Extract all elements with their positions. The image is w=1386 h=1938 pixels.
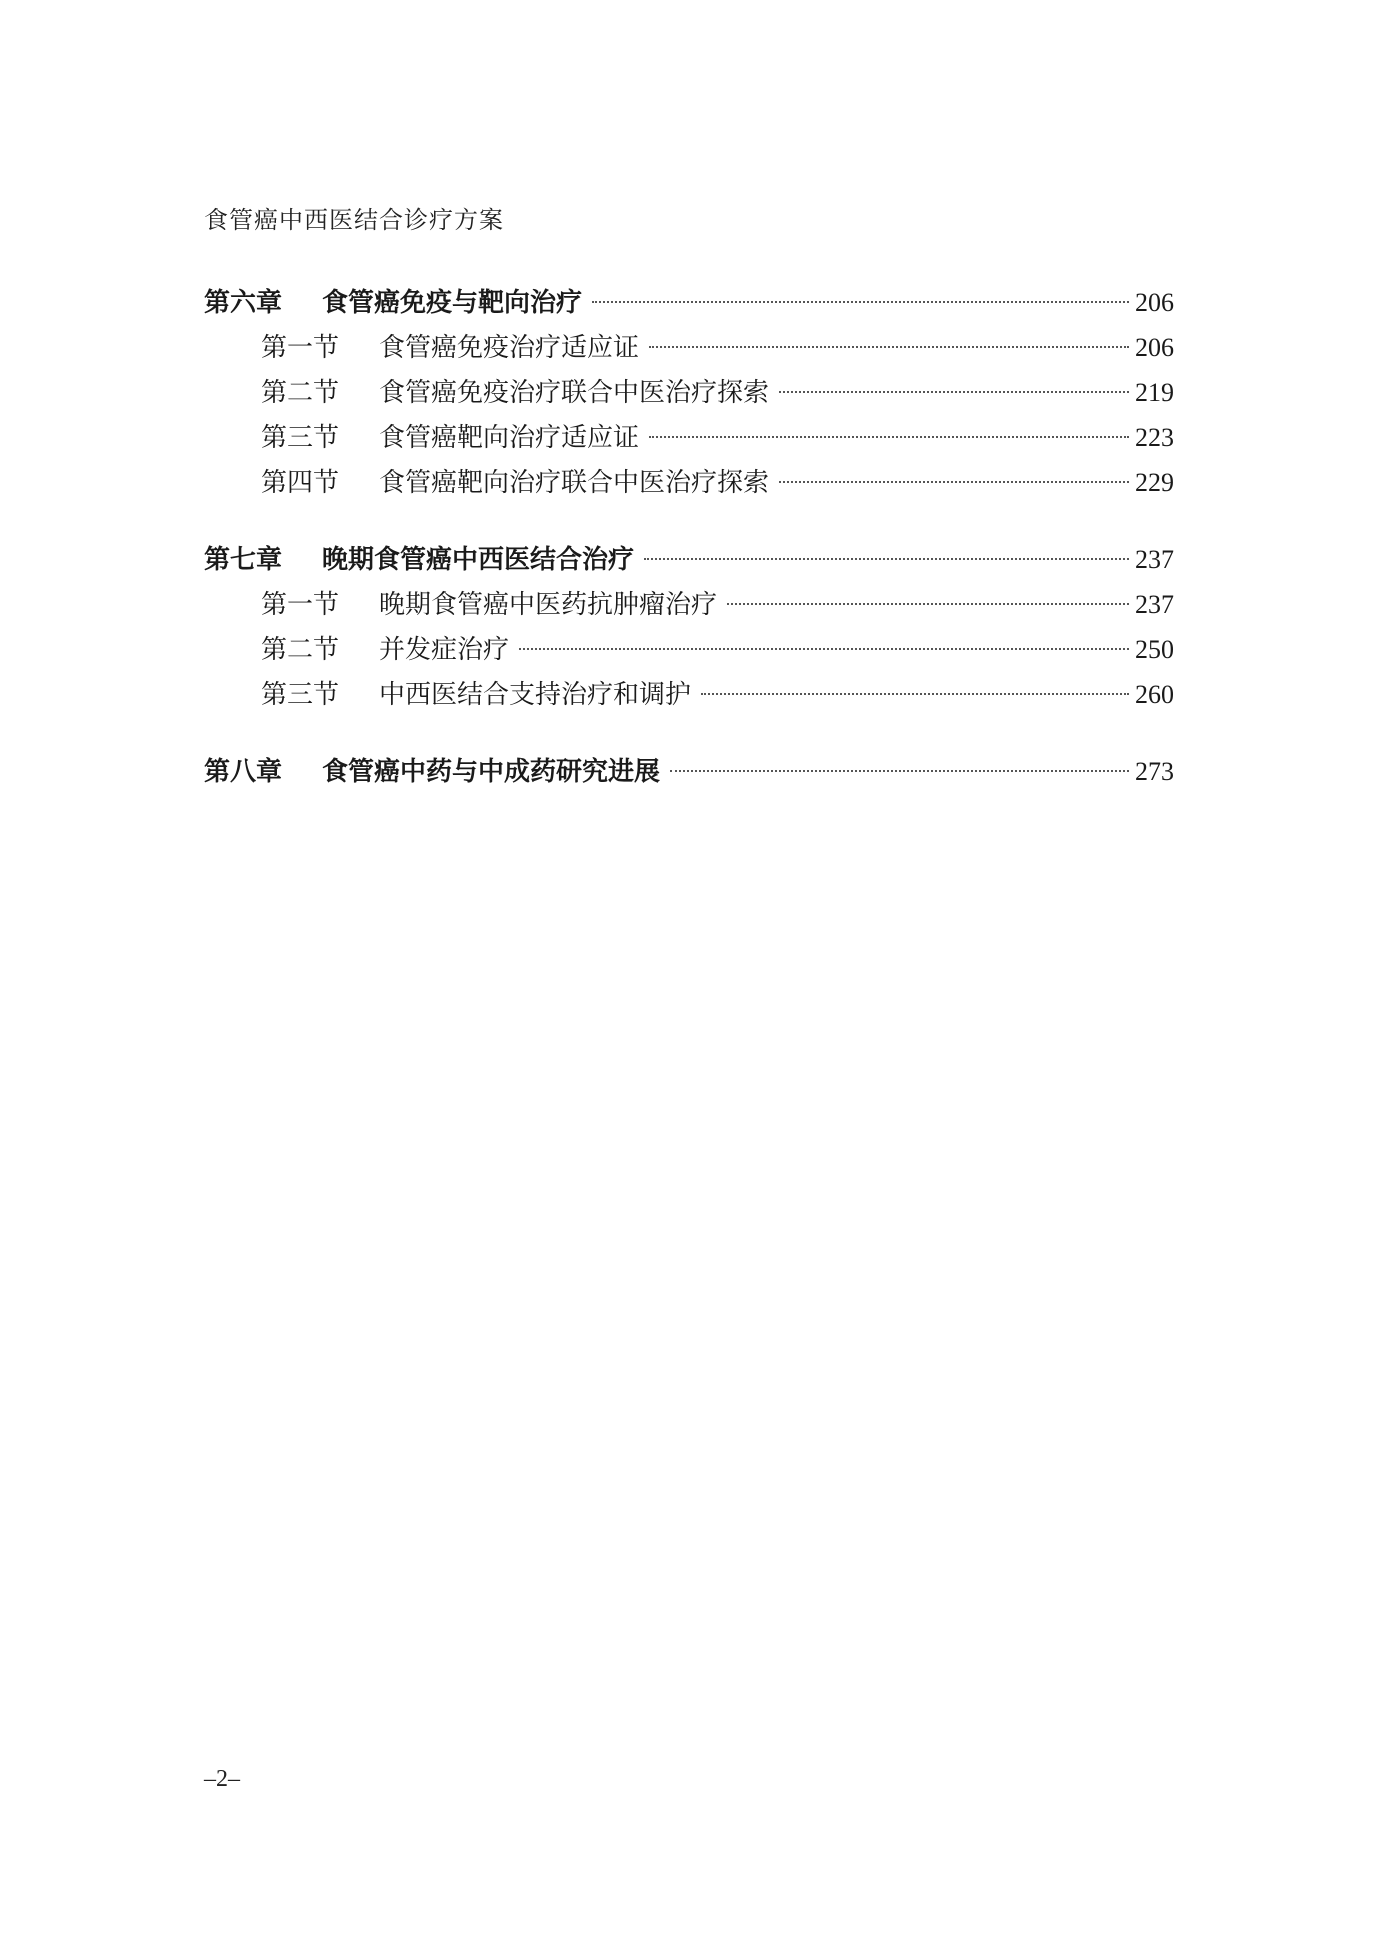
running-header: 食管癌中西医结合诊疗方案: [204, 206, 504, 234]
section-title: 并发症治疗: [379, 635, 510, 665]
chapter-title: 晚期食管癌中西医结合治疗: [322, 545, 635, 575]
chapter-title: 食管癌中药与中成药研究进展: [322, 757, 661, 787]
section-number: 第二节: [261, 378, 340, 408]
toc-section-row[interactable]: [204, 627, 1174, 672]
toc-chapter-6: [204, 280, 1174, 505]
chapter-number: 第八章: [204, 757, 283, 787]
dot-leader: [592, 301, 1129, 303]
toc-chapter-8: [204, 749, 1174, 794]
section-page: 219: [1135, 378, 1174, 407]
section-number: 第一节: [261, 590, 340, 620]
section-number: 第四节: [261, 468, 340, 498]
chapter-page: 206: [1135, 288, 1174, 317]
table-of-contents: [204, 280, 1174, 826]
toc-section-row[interactable]: [204, 370, 1174, 415]
dot-leader: [701, 693, 1129, 695]
chapter-number: 第七章: [204, 545, 283, 575]
section-page: 260: [1135, 680, 1174, 709]
toc-section-row[interactable]: [204, 672, 1174, 717]
section-page: 206: [1135, 333, 1174, 362]
page-number: –2–: [204, 1766, 240, 1792]
section-number: 第三节: [261, 680, 340, 710]
toc-section-row[interactable]: [204, 325, 1174, 370]
dot-leader: [644, 558, 1129, 560]
section-page: 223: [1135, 423, 1174, 452]
toc-chapter-row[interactable]: [204, 280, 1174, 325]
dot-leader: [649, 346, 1129, 348]
section-number: 第一节: [261, 333, 340, 363]
section-title: 食管癌免疫治疗联合中医治疗探索: [379, 378, 770, 408]
dot-leader: [670, 770, 1129, 772]
dot-leader: [649, 436, 1129, 438]
dot-leader: [727, 603, 1129, 605]
chapter-number: 第六章: [204, 288, 283, 318]
toc-section-row[interactable]: [204, 460, 1174, 505]
section-title: 中西医结合支持治疗和调护: [379, 680, 692, 710]
dot-leader: [779, 391, 1129, 393]
section-page: 237: [1135, 590, 1174, 619]
dot-leader: [779, 481, 1129, 483]
toc-section-row[interactable]: [204, 582, 1174, 627]
section-title: 晚期食管癌中医药抗肿瘤治疗: [379, 590, 718, 620]
section-number: 第三节: [261, 423, 340, 453]
toc-chapter-row[interactable]: [204, 537, 1174, 582]
chapter-page: 237: [1135, 545, 1174, 574]
chapter-title: 食管癌免疫与靶向治疗: [322, 288, 583, 318]
section-title: 食管癌免疫治疗适应证: [379, 333, 640, 363]
section-title: 食管癌靶向治疗联合中医治疗探索: [379, 468, 770, 498]
toc-chapter-row[interactable]: [204, 749, 1174, 794]
section-page: 250: [1135, 635, 1174, 664]
section-page: 229: [1135, 468, 1174, 497]
chapter-page: 273: [1135, 757, 1174, 786]
section-number: 第二节: [261, 635, 340, 665]
toc-section-row[interactable]: [204, 415, 1174, 460]
dot-leader: [519, 648, 1129, 650]
section-title: 食管癌靶向治疗适应证: [379, 423, 640, 453]
toc-chapter-7: [204, 537, 1174, 717]
